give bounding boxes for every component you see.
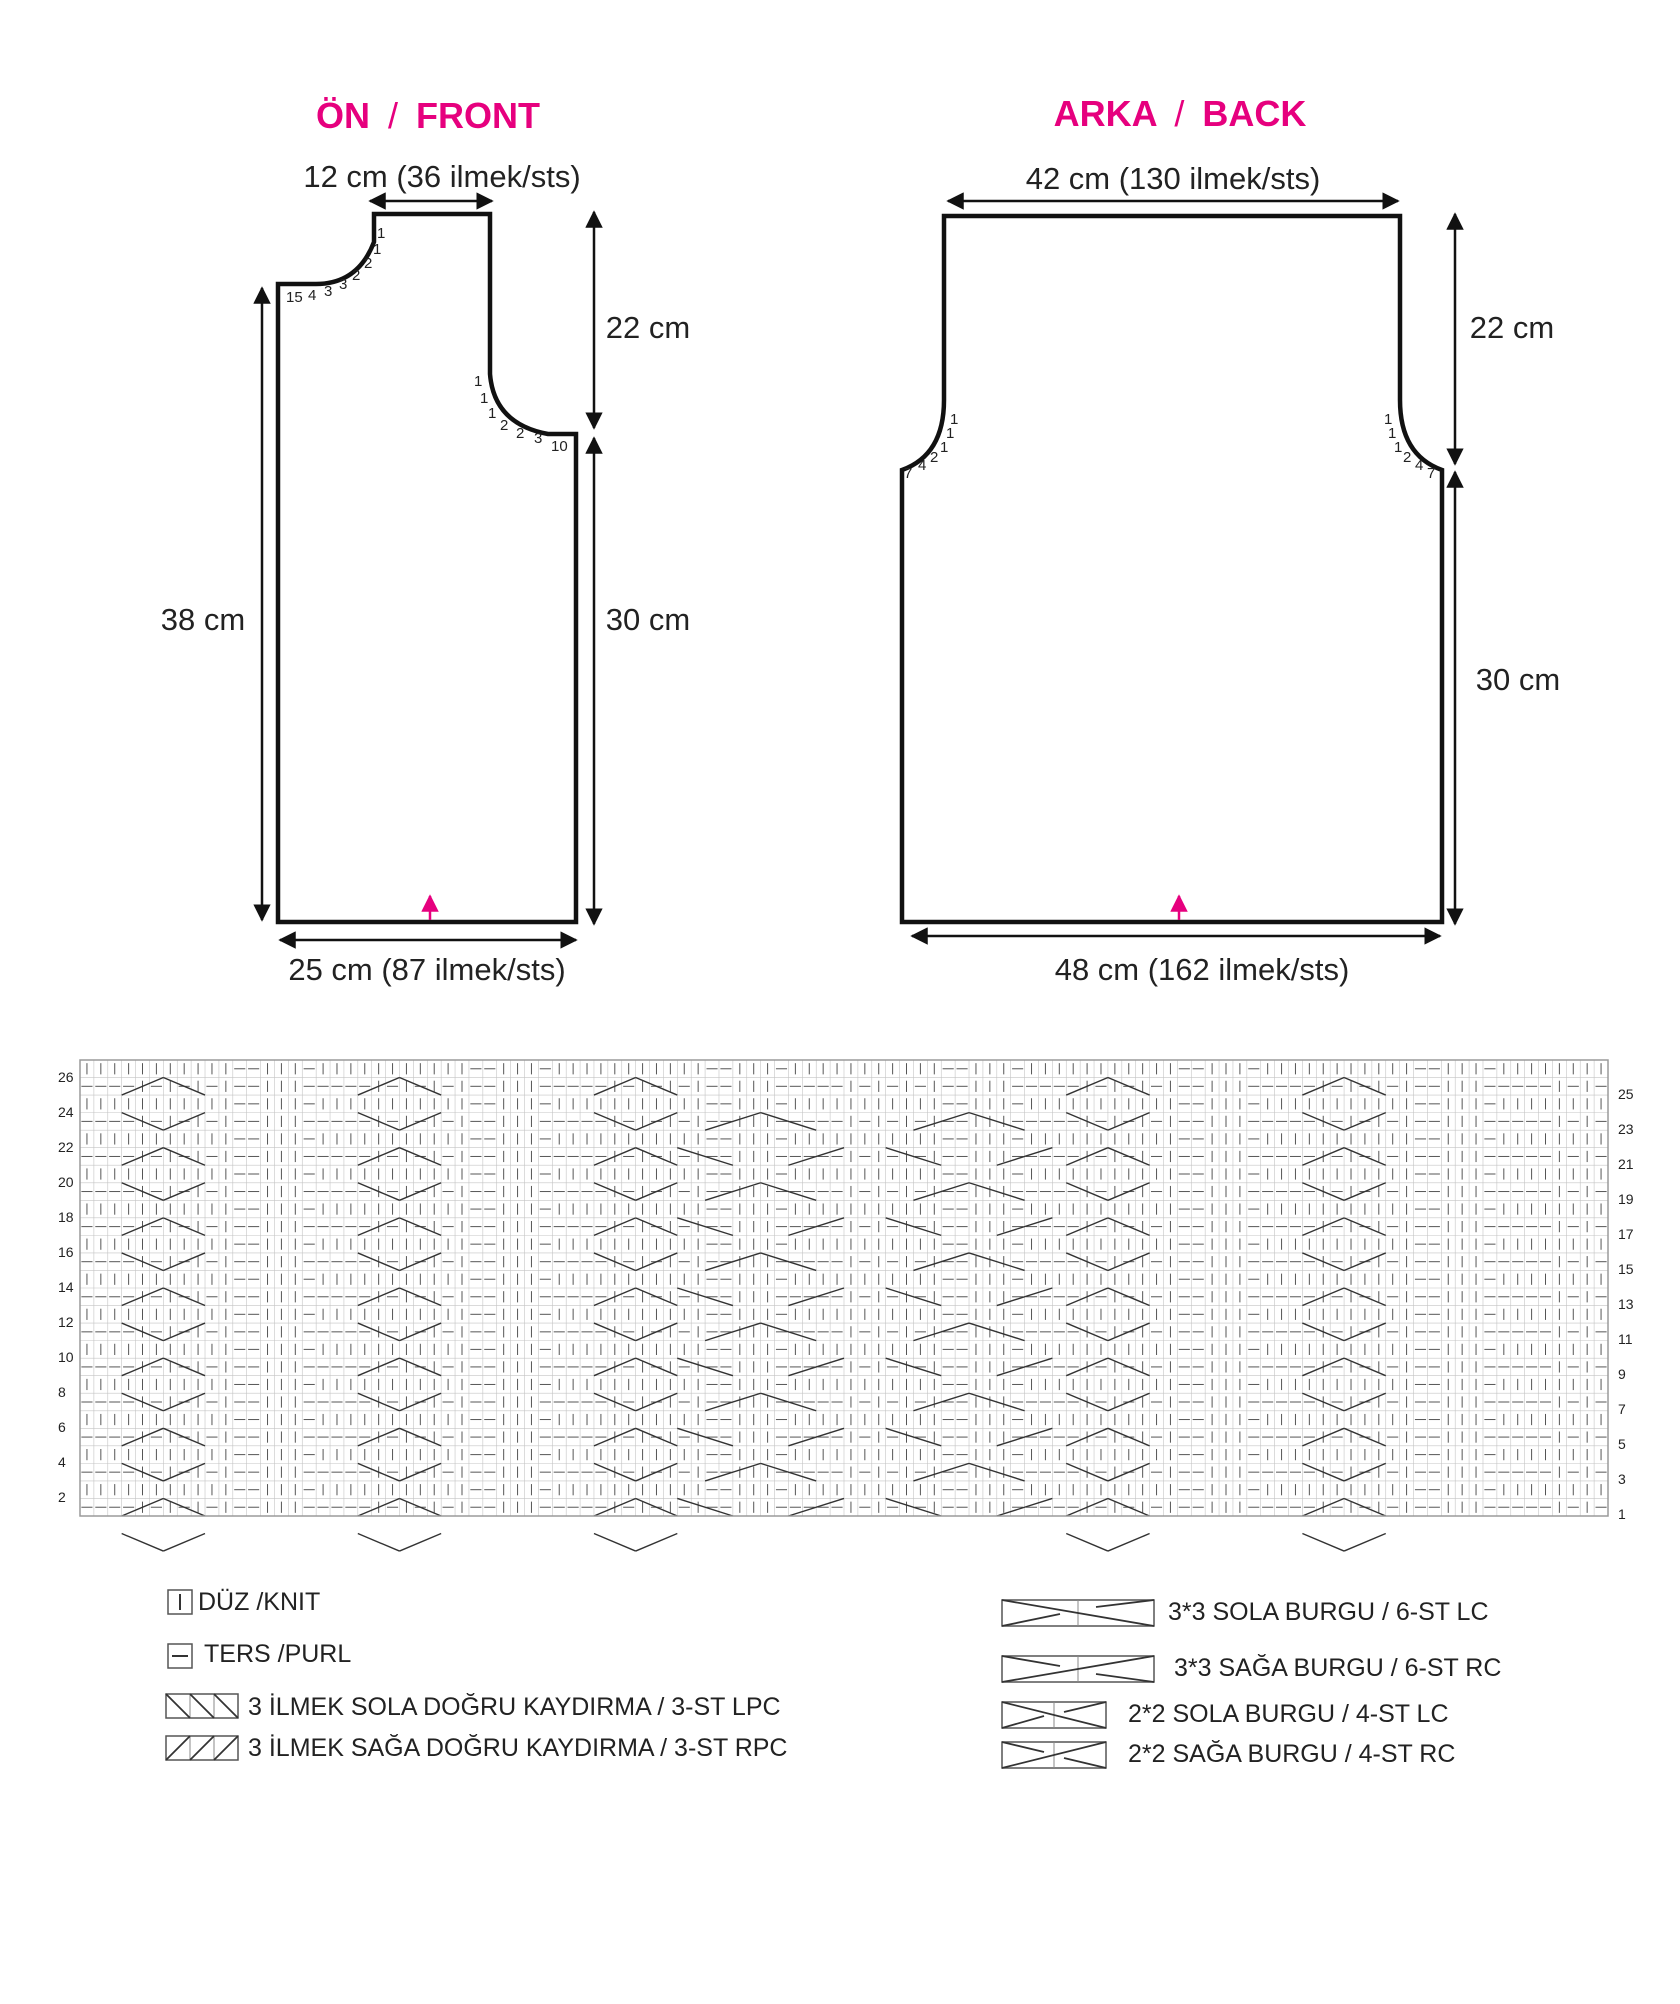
chart-left-row-numbers [58, 1069, 74, 1505]
armhole-decrease-number: 3 [534, 430, 543, 447]
cable-crossing [163, 1463, 205, 1481]
armhole-decrease-number: 4 [918, 457, 927, 474]
armhole-decrease-number: 2 [516, 425, 525, 442]
cable-crossing [1108, 1218, 1150, 1236]
cable-crossing [163, 1078, 205, 1096]
front-piece [161, 95, 690, 987]
back-lower-height-label: 30 cm [1475, 662, 1561, 697]
armhole-decrease-number: 1 [940, 439, 949, 456]
cable-crossing [1344, 1393, 1386, 1411]
cable-crossing [163, 1113, 205, 1131]
cable-crossing [636, 1218, 678, 1236]
front-side-height-label: 38 cm [160, 602, 246, 637]
cable-crossing [399, 1113, 441, 1131]
back-bottom-width-label: 48 cm (162 ilmek/sts) [1054, 952, 1350, 987]
back-piece [902, 93, 1560, 987]
legend-lpc3-label: 3 İLMEK SOLA DOĞRU KAYDIRMA / 3-ST LPC [248, 1693, 781, 1721]
neck-decrease-number: 3 [324, 283, 333, 300]
cable-crossing [163, 1323, 205, 1341]
cable-crossing [1108, 1463, 1150, 1481]
front-armhole-decreases [474, 373, 568, 455]
cable-crossing [399, 1463, 441, 1481]
cable-crossing [1344, 1078, 1386, 1096]
neck-decrease-number: 2 [352, 267, 361, 284]
legend-rpc3-label: 3 İLMEK SAĞA DOĞRU KAYDIRMA / 3-ST RPC [248, 1734, 788, 1762]
cable-crossing [1344, 1358, 1386, 1376]
cable-crossing [1344, 1498, 1386, 1516]
cable-crossing [1108, 1288, 1150, 1306]
legend-rc6 [1002, 1653, 1501, 1682]
cable-crossing [399, 1323, 441, 1341]
armhole-decrease-number: 1 [1394, 439, 1403, 456]
row-number: 19 [1618, 1191, 1634, 1207]
row-number: 4 [58, 1454, 66, 1470]
cable-crossing [399, 1393, 441, 1411]
legend-rc4-label: 2*2 SAĞA BURGU / 4-ST RC [1128, 1740, 1456, 1768]
cable-crossing [399, 1253, 441, 1271]
row-number: 10 [58, 1349, 74, 1365]
front-neck-decreases [286, 225, 385, 306]
row-number: 8 [58, 1384, 66, 1400]
cable-crossing [1344, 1428, 1386, 1446]
row-number: 1 [1618, 1506, 1626, 1522]
cable-crossing [1302, 1534, 1344, 1552]
cable-crossing [1108, 1078, 1150, 1096]
chart-right-row-numbers [1618, 1086, 1634, 1522]
cable-crossing [636, 1148, 678, 1166]
legend-lpc3 [166, 1692, 781, 1721]
armhole-decrease-number: 10 [551, 438, 568, 455]
neck-decrease-number: 1 [373, 241, 382, 258]
cable-crossing [163, 1148, 205, 1166]
row-number: 16 [58, 1244, 74, 1260]
cable-crossing [594, 1534, 636, 1552]
cable-crossing [358, 1534, 400, 1552]
cable-crossing [636, 1288, 678, 1306]
legend-rc6-label: 3*3 SAĞA BURGU / 6-ST RC [1174, 1654, 1502, 1682]
front-title: ÖN / FRONT [315, 95, 541, 136]
armhole-decrease-number: 1 [1388, 425, 1397, 442]
cable-crossing [1344, 1288, 1386, 1306]
legend-knit [168, 1588, 320, 1616]
cable-crossing [1108, 1183, 1150, 1201]
front-lower-height-label: 30 cm [605, 602, 691, 637]
front-outline [278, 214, 576, 922]
row-number: 2 [58, 1489, 66, 1505]
cable-crossing [399, 1358, 441, 1376]
row-number: 14 [58, 1279, 74, 1295]
row-number: 22 [58, 1139, 74, 1155]
cable-crossing [163, 1393, 205, 1411]
armhole-decrease-number: 2 [930, 449, 939, 466]
cable-crossing [636, 1078, 678, 1096]
legend-purl [168, 1640, 351, 1668]
cable-crossing [636, 1463, 678, 1481]
cable-crossing [1344, 1253, 1386, 1271]
legend-purl-label: TERS /PURL [204, 1640, 352, 1668]
cable-crossing [636, 1393, 678, 1411]
cable-crossing [163, 1358, 205, 1376]
armhole-decrease-number: 1 [480, 390, 489, 407]
legend-rpc3 [166, 1733, 788, 1762]
row-number: 24 [58, 1104, 74, 1120]
cable-crossing [1108, 1393, 1150, 1411]
cable-crossing [1108, 1323, 1150, 1341]
armhole-decrease-number: 7 [904, 465, 913, 482]
back-armhole-height-label: 22 cm [1469, 310, 1555, 345]
cable-crossing [1066, 1534, 1108, 1552]
cable-crossing [163, 1183, 205, 1201]
cable-crossing [1108, 1428, 1150, 1446]
cable-crossing [399, 1183, 441, 1201]
cable-crossing [1344, 1113, 1386, 1131]
back-title: ARKA / BACK [1053, 93, 1307, 134]
neck-decrease-number: 2 [364, 255, 373, 272]
cable-crossing [399, 1288, 441, 1306]
row-number: 11 [1618, 1331, 1633, 1347]
cable-crossing [1108, 1148, 1150, 1166]
row-number: 9 [1618, 1366, 1626, 1382]
neck-decrease-number: 4 [308, 287, 317, 304]
front-bottom-width-label: 25 cm (87 ilmek/sts) [288, 952, 566, 987]
cable-crossing [399, 1498, 441, 1516]
neck-decrease-number: 15 [286, 289, 303, 306]
cable-crossing [163, 1534, 205, 1552]
row-number: 6 [58, 1419, 66, 1435]
cable-crossing [1344, 1323, 1386, 1341]
legend-lc6-label: 3*3 SOLA BURGU / 6-ST LC [1168, 1598, 1489, 1626]
stitch-chart [58, 1060, 1634, 1551]
cable-crossing [1344, 1148, 1386, 1166]
cable-crossing [399, 1078, 441, 1096]
legend-lc4 [1002, 1700, 1449, 1728]
cable-crossing [1344, 1218, 1386, 1236]
armhole-decrease-number: 7 [1427, 465, 1436, 482]
armhole-decrease-number: 1 [946, 425, 955, 442]
cable-crossing [1344, 1463, 1386, 1481]
front-top-width-label: 12 cm (36 ilmek/sts) [303, 159, 581, 194]
neck-decrease-number: 3 [339, 276, 348, 293]
chart-grid [80, 1060, 1608, 1551]
armhole-decrease-number: 1 [950, 411, 959, 428]
front-armhole-height-label: 22 cm [605, 310, 691, 345]
cable-crossing [163, 1218, 205, 1236]
row-number: 20 [58, 1174, 74, 1190]
row-number: 17 [1618, 1226, 1634, 1242]
row-number: 23 [1618, 1121, 1634, 1137]
row-number: 3 [1618, 1471, 1626, 1487]
cable-crossing [636, 1428, 678, 1446]
cable-crossing [636, 1534, 678, 1552]
cable-crossing [163, 1253, 205, 1271]
cable-crossing [636, 1253, 678, 1271]
back-outline [902, 216, 1442, 922]
row-number: 25 [1618, 1086, 1634, 1102]
neck-decrease-number: 1 [377, 225, 386, 242]
cable-crossing [1344, 1183, 1386, 1201]
row-number: 26 [58, 1069, 74, 1085]
cable-crossing [636, 1358, 678, 1376]
cable-crossing [1108, 1358, 1150, 1376]
cable-crossing [163, 1428, 205, 1446]
armhole-decrease-number: 4 [1415, 457, 1424, 474]
row-number: 18 [58, 1209, 74, 1225]
chart-legend [166, 1588, 1501, 1768]
armhole-decrease-number: 2 [1403, 449, 1412, 466]
cable-crossing [1108, 1113, 1150, 1131]
cable-crossing [1344, 1534, 1386, 1552]
row-number: 21 [1618, 1156, 1634, 1172]
row-number: 15 [1618, 1261, 1634, 1277]
legend-knit-label: DÜZ /KNIT [198, 1588, 321, 1616]
cable-crossing [399, 1534, 441, 1552]
row-number: 12 [58, 1314, 74, 1330]
armhole-decrease-number: 1 [474, 373, 483, 390]
cable-crossing [163, 1288, 205, 1306]
legend-lc6 [1002, 1598, 1489, 1626]
cable-crossing [399, 1428, 441, 1446]
cable-crossing [636, 1498, 678, 1516]
legend-rc4 [1002, 1739, 1455, 1768]
legend-lc4-label: 2*2 SOLA BURGU / 4-ST LC [1128, 1700, 1449, 1728]
armhole-decrease-number: 1 [488, 405, 497, 422]
cable-crossing [636, 1113, 678, 1131]
cable-crossing [399, 1218, 441, 1236]
cable-crossing [122, 1534, 164, 1552]
row-number: 5 [1618, 1436, 1626, 1452]
cable-crossing [1108, 1253, 1150, 1271]
cable-crossing [636, 1323, 678, 1341]
cable-crossing [163, 1498, 205, 1516]
back-top-width-label: 42 cm (130 ilmek/sts) [1025, 161, 1321, 196]
cable-crossing [1108, 1498, 1150, 1516]
cable-crossing [636, 1183, 678, 1201]
cable-crossing [1108, 1534, 1150, 1552]
armhole-decrease-number: 1 [1384, 411, 1393, 428]
row-number: 7 [1618, 1401, 1626, 1417]
armhole-decrease-number: 2 [500, 417, 509, 434]
row-number: 13 [1618, 1296, 1634, 1312]
cable-crossing [399, 1148, 441, 1166]
